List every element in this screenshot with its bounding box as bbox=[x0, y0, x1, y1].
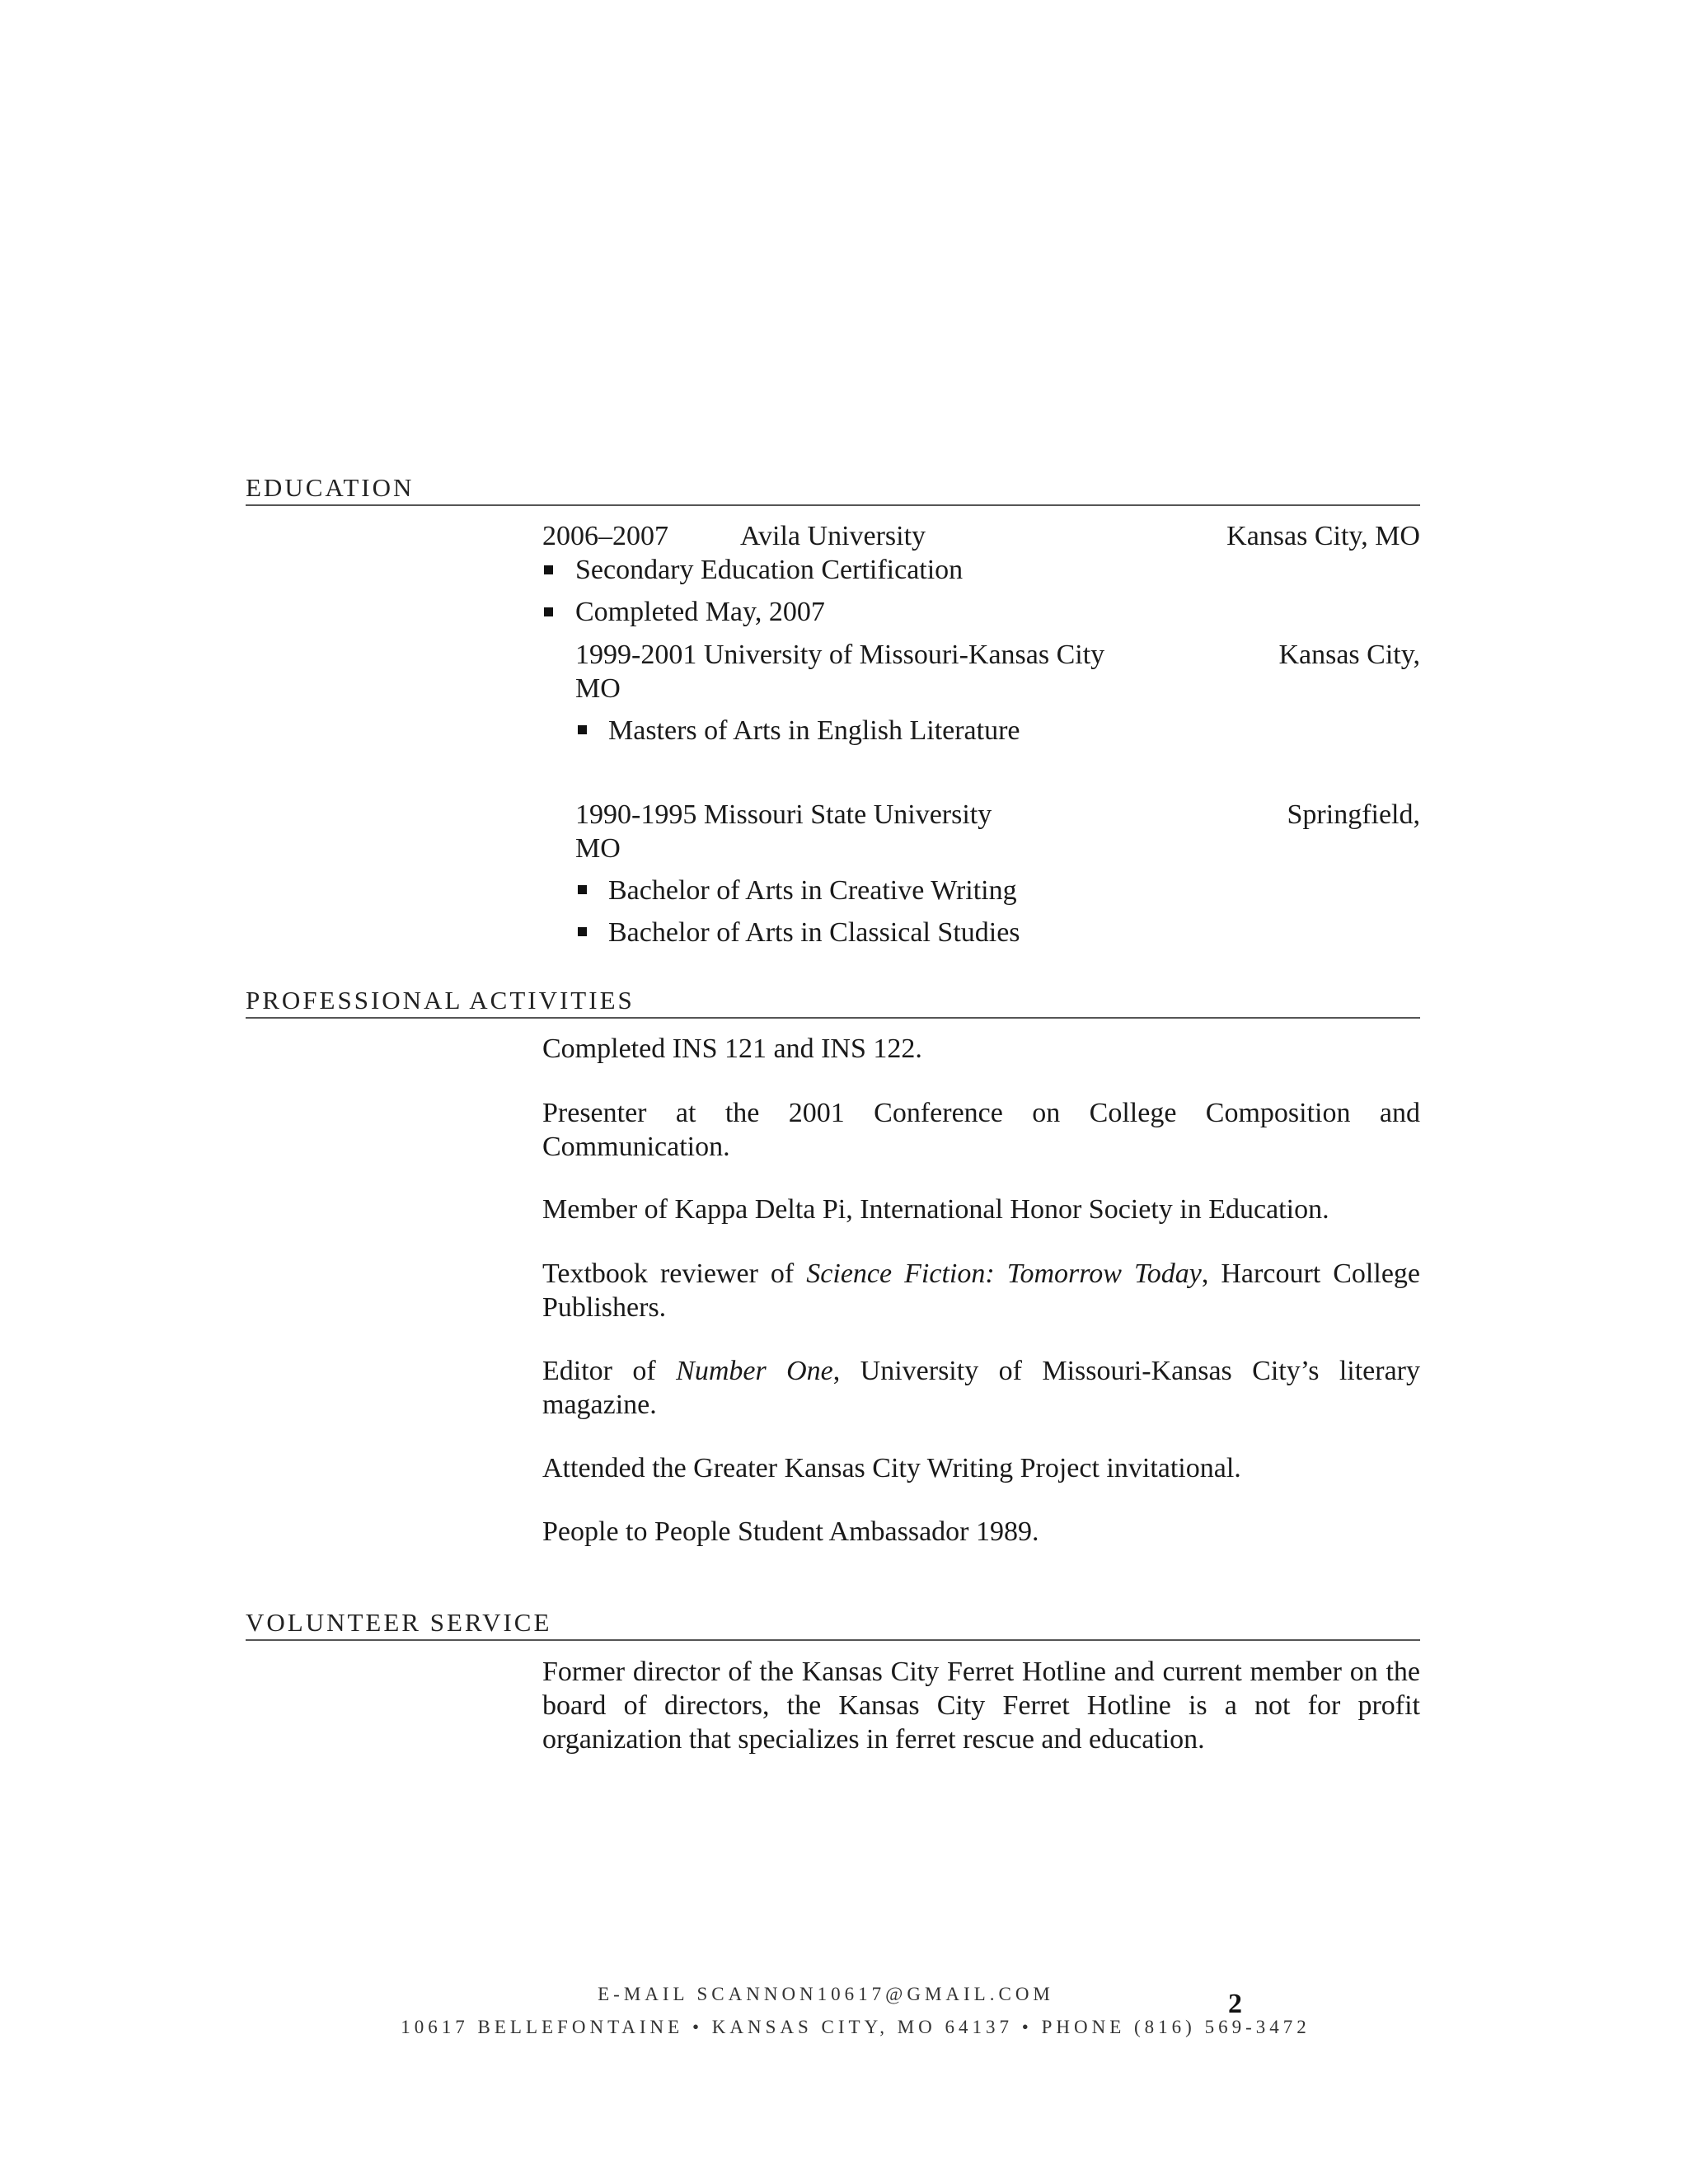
professional-item-7: People to People Student Ambassador 1989. bbox=[542, 1516, 1039, 1547]
education-entry-1-location: Kansas City, MO bbox=[1226, 521, 1420, 551]
bullet-icon bbox=[578, 725, 587, 734]
education-entry-2-location: Kansas City, bbox=[1278, 640, 1420, 670]
education-entry-3-location-wrap: MO bbox=[575, 833, 621, 864]
education-entry-2-line: 1999-2001 University of Missouri-Kansas City bbox=[575, 640, 1105, 670]
education-entry-3-line: 1990-1995 Missouri State University bbox=[575, 799, 992, 830]
footer-address: 10617 BELLEFONTAINE • KANSAS CITY, MO 64137 • PHONE (816) 569-3472 bbox=[401, 2017, 1311, 2037]
education-entry-2-bullet-1: Masters of Arts in English Literature bbox=[608, 715, 1020, 746]
education-entry-1-years: 2006–2007 bbox=[542, 521, 668, 551]
education-entry-3-bullet-1: Bachelor of Arts in Creative Writing bbox=[608, 875, 1017, 906]
professional-item-2: Presenter at the 2001 Conference on College Composition and Communication. bbox=[542, 1098, 1420, 1162]
bullet-icon bbox=[578, 885, 587, 894]
bullet-icon bbox=[544, 565, 553, 574]
footer-email: E-MAIL SCANNON10617@GMAIL.COM bbox=[598, 1984, 1054, 2004]
professional-item-4: Textbook reviewer of Science Fiction: Tomorrow Today, Harcourt College Publishers. bbox=[542, 1258, 1420, 1323]
page-number: 2 bbox=[1228, 1989, 1242, 2019]
volunteer-text: Former director of the Kansas City Ferret Hotline and current member on the board of directors, the Kansas City Ferret Hotline is a not for profit organization that specializes in ferret rescue and education. bbox=[542, 1657, 1420, 1755]
professional-heading: PROFESSIONAL ACTIVITIES bbox=[246, 986, 1420, 1019]
professional-item-3: Member of Kappa Delta Pi, International Honor Society in Education. bbox=[542, 1194, 1329, 1225]
professional-item-1: Completed INS 121 and INS 122. bbox=[542, 1033, 922, 1064]
bullet-icon bbox=[544, 607, 553, 616]
volunteer-heading: VOLUNTEER SERVICE bbox=[246, 1608, 1420, 1641]
education-entry-1-bullet-2: Completed May, 2007 bbox=[575, 597, 825, 627]
education-entry-3-bullet-2: Bachelor of Arts in Classical Studies bbox=[608, 917, 1020, 948]
education-heading: EDUCATION bbox=[246, 473, 1420, 506]
professional-item-6: Attended the Greater Kansas City Writing Project invitational. bbox=[542, 1453, 1241, 1483]
professional-item-5: Editor of Number One, University of Missouri-Kansas City’s literary magazine. bbox=[542, 1356, 1421, 1420]
bullet-icon bbox=[578, 927, 587, 936]
education-entry-1-bullet-1: Secondary Education Certification bbox=[575, 555, 964, 585]
education-entry-3-location: Springfield, bbox=[1287, 799, 1420, 830]
education-entry-2-location-wrap: MO bbox=[575, 673, 621, 704]
education-entry-1-school: Avila University bbox=[740, 521, 926, 551]
